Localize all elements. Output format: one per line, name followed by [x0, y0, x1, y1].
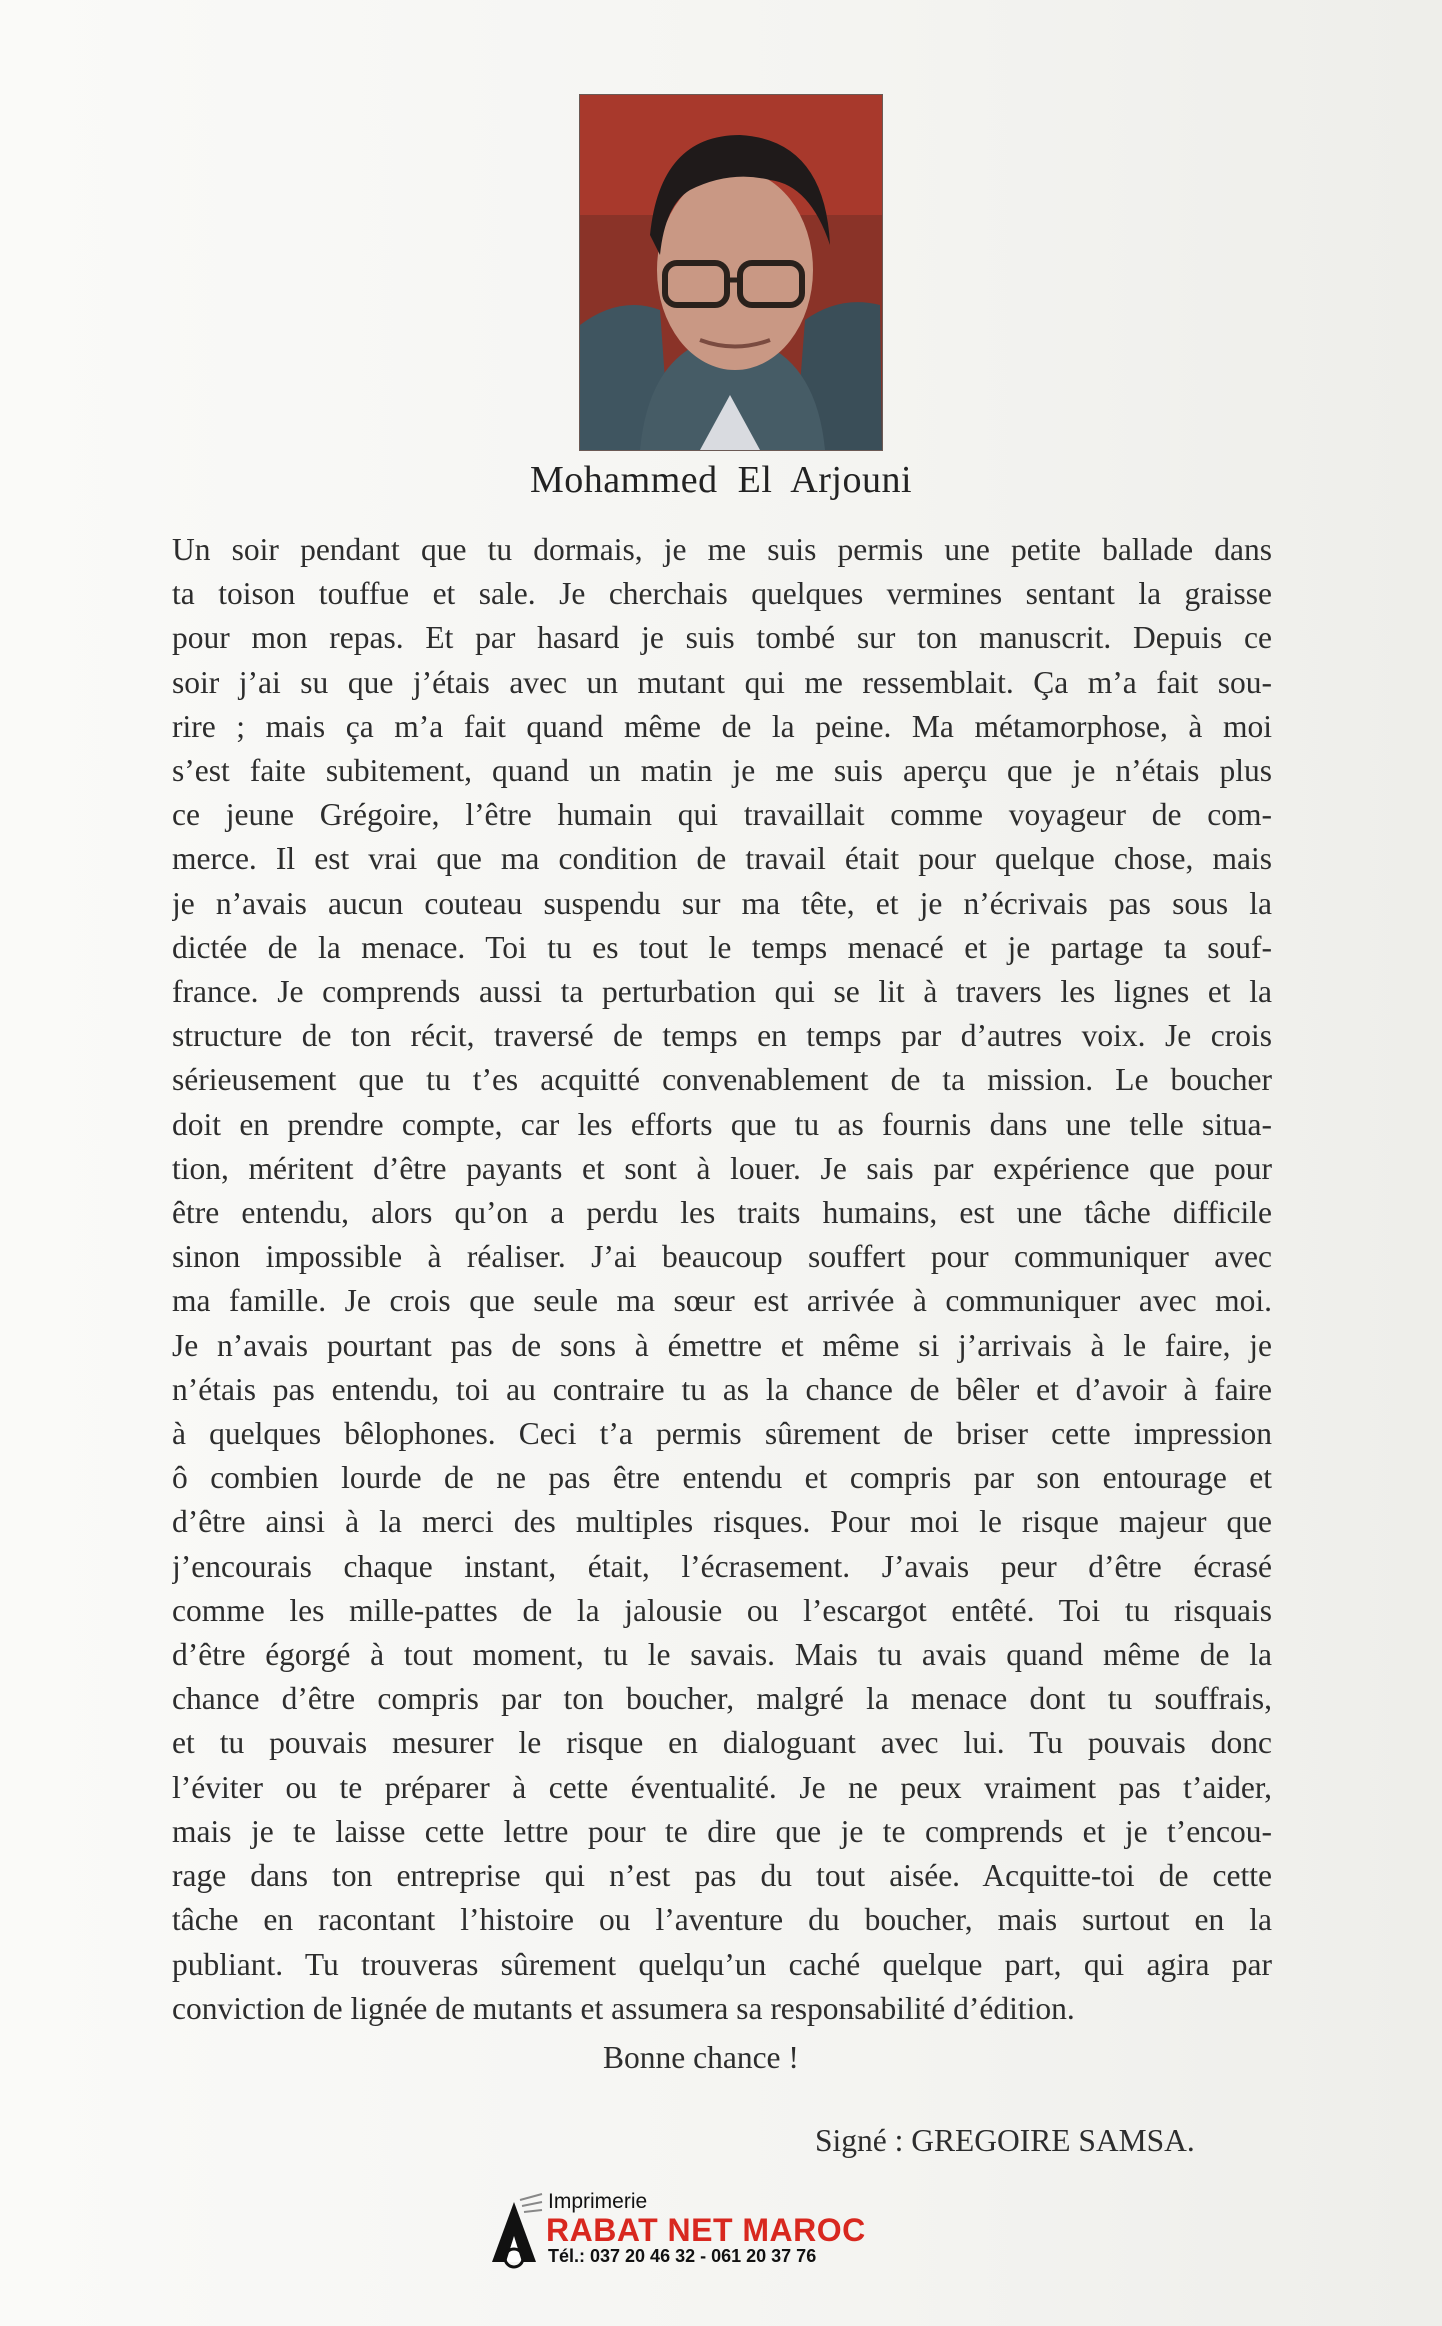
body-line: je n’avais aucun couteau suspendu sur ma tête, et je n’écrivais pas sous la	[172, 885, 1272, 921]
body-line: s’est faite subitement, quand un matin je me suis aperçu que je n’étais plus	[172, 753, 1272, 789]
body-line: tion, méritent d’être payants et sont à louer. Je sais par expérience que pour	[172, 1150, 1272, 1186]
body-line: merce. Il est vrai que ma condition de travail était pour quelque chose, mais	[172, 841, 1272, 877]
body-line: d’être égorgé à tout moment, tu le savais. Mais tu avais quand même de la	[172, 1637, 1272, 1673]
body-line: structure de ton récit, traversé de temps en temps par d’autres voix. Je crois	[172, 1018, 1272, 1054]
body-line: Je n’avais pourtant pas de sons à émettre et même si j’arrivais à le faire, je	[172, 1327, 1272, 1363]
body-line: comme les mille-pattes de la jalousie ou l’escargot entêté. Toi tu risquais	[172, 1592, 1272, 1628]
body-line: ô combien lourde de ne pas être entendu et compris par son entourage et	[172, 1460, 1272, 1496]
body-line: conviction de lignée de mutants et assumera sa responsabilité d’édition.	[172, 1990, 1075, 2026]
body-line: sérieusement que tu t’es acquitté convenablement de ta mission. Le boucher	[172, 1062, 1272, 1098]
body-line: d’être ainsi à la merci des multiples risques. Pour moi le risque majeur que	[172, 1504, 1272, 1540]
author-portrait	[580, 95, 882, 450]
body-line: publiant. Tu trouveras sûrement quelqu’un caché quelque part, qui agira par	[172, 1946, 1272, 1982]
body-line: soir j’ai su que j’étais avec un mutant qui me ressemblait. Ça m’a fait sou-	[172, 664, 1272, 700]
printer-phone: Tél.: 037 20 46 32 - 061 20 37 76	[548, 2246, 817, 2266]
body-line: Un soir pendant que tu dormais, je me suis permis une petite ballade dans	[172, 532, 1272, 567]
body-line: ma famille. Je crois que seule ma sœur est arrivée à communiquer avec moi.	[172, 1283, 1272, 1319]
body-line: dictée de la menace. Toi tu es tout le temps menacé et je partage ta souf-	[172, 929, 1272, 965]
letter-body	[172, 528, 1272, 2031]
printer-logo-icon	[484, 2192, 544, 2270]
body-line: sinon impossible à réaliser. J’ai beaucoup souffert pour communiquer avec	[172, 1239, 1272, 1275]
printer-label: Imprimerie	[548, 2190, 648, 2213]
body-line: rire ; mais ça m’a fait quand même de la peine. Ma métamorphose, à moi	[172, 708, 1272, 744]
body-line: ce jeune Grégoire, l’être humain qui travaillait comme voyageur de com-	[172, 797, 1272, 833]
body-line: être entendu, alors qu’on a perdu les traits humains, est une tâche difficile	[172, 1195, 1272, 1231]
body-line: j’encourais chaque instant, était, l’écrasement. J’avais peur d’être écrasé	[172, 1548, 1272, 1584]
author-name: Mohammed El Arjouni	[529, 459, 913, 501]
body-line: rage dans ton entreprise qui n’est pas du tout aisée. Acquitte-toi de cette	[172, 1858, 1272, 1894]
body-line: tâche en racontant l’histoire ou l’aventure du boucher, mais surtout en la	[172, 1902, 1272, 1938]
body-line: france. Je comprends aussi ta perturbation qui se lit à travers les lignes et la	[172, 974, 1272, 1010]
body-line: chance d’être compris par ton boucher, malgré la menace dont tu souffrais,	[172, 1681, 1272, 1717]
body-line: doit en prendre compte, car les efforts que tu as fournis dans une telle situa-	[172, 1106, 1272, 1142]
closing-text: Bonne chance !	[603, 2040, 799, 2075]
body-line: n’étais pas entendu, toi au contraire tu as la chance de bêler et d’avoir à faire	[172, 1371, 1272, 1407]
body-line: ta toison touffue et sale. Je cherchais quelques vermines sentant la graisse	[172, 576, 1272, 612]
body-line: et tu pouvais mesurer le risque en dialoguant avec lui. Tu pouvais donc	[172, 1725, 1272, 1761]
printer-imprint	[484, 2190, 964, 2270]
body-line: à quelques bêlophones. Ceci t’a permis sûrement de briser cette impression	[172, 1416, 1272, 1452]
body-line: l’éviter ou te préparer à cette éventualité. Je ne peux vraiment pas t’aider,	[172, 1769, 1272, 1805]
portrait-image	[580, 95, 882, 450]
printer-name: RABAT NET MAROC	[546, 2212, 866, 2248]
body-line: pour mon repas. Et par hasard je suis tombé sur ton manuscrit. Depuis ce	[172, 620, 1272, 656]
signature: Signé : GREGOIRE SAMSA.	[815, 2123, 1195, 2158]
body-line: mais je te laisse cette lettre pour te dire que je te comprends et je t’encou-	[172, 1813, 1272, 1849]
